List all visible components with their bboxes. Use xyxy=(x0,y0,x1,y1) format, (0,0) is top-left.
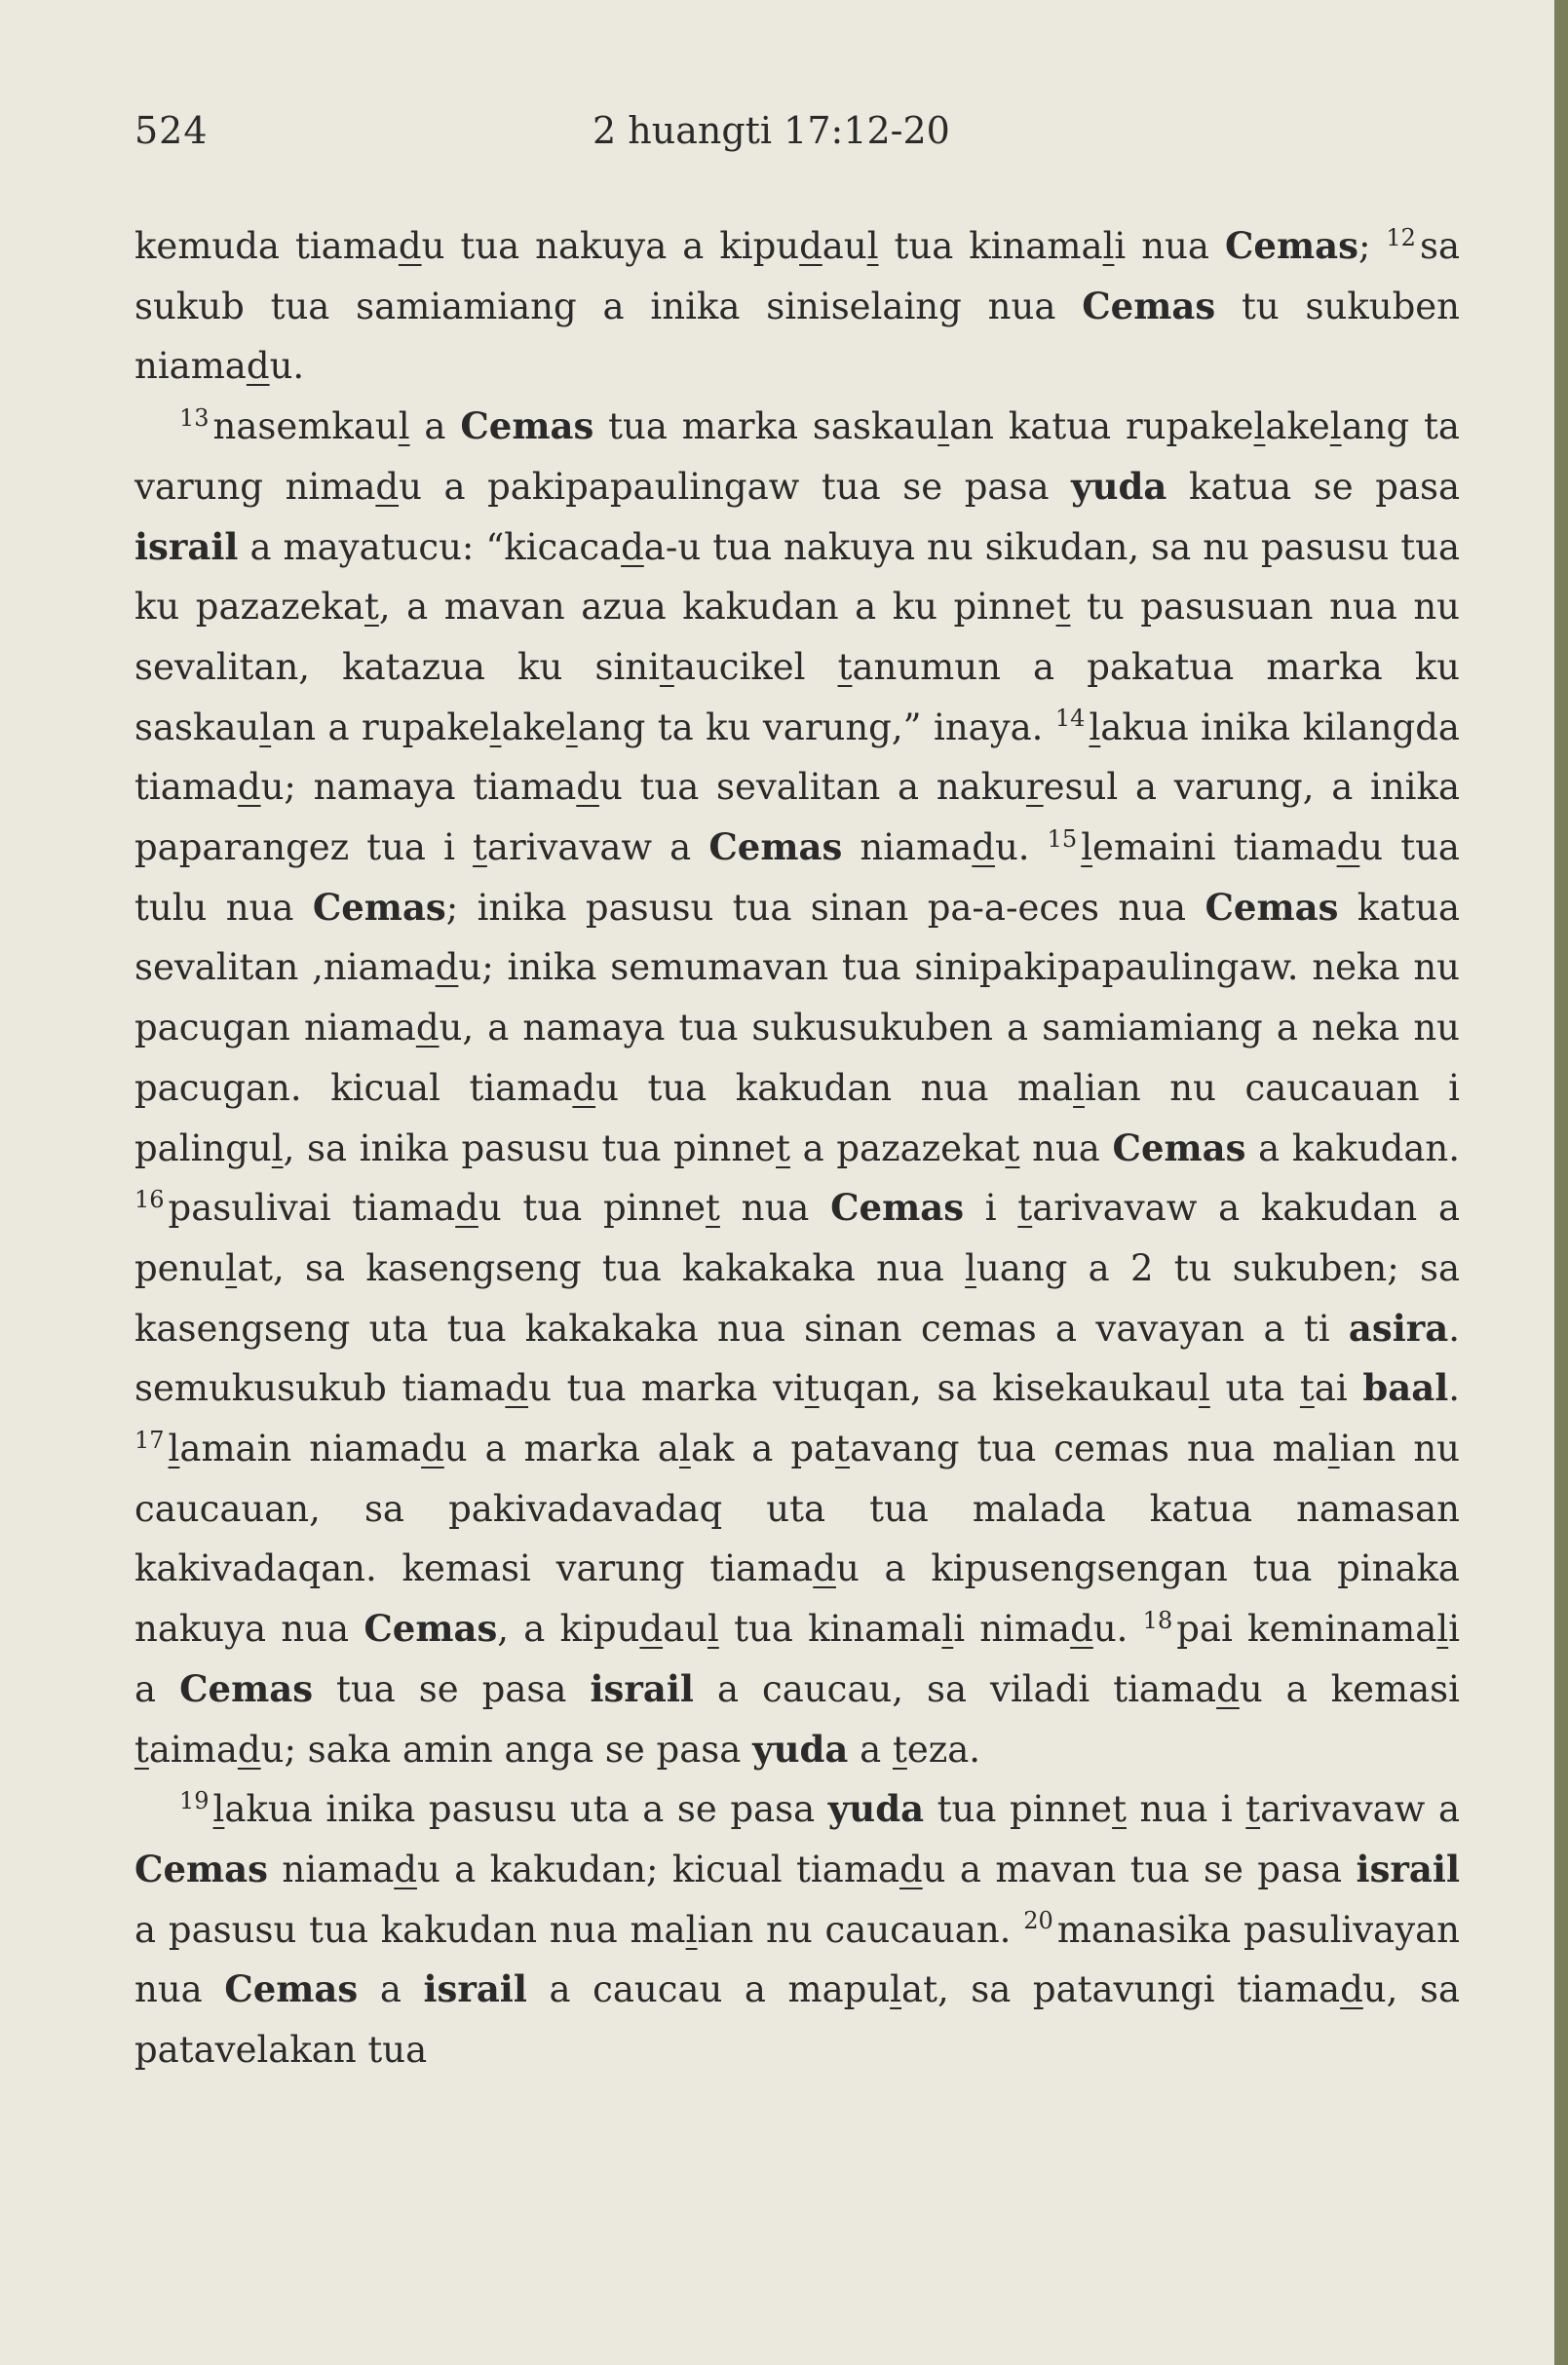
text-run: arivavaw a kakudan a penu xyxy=(134,1187,1460,1289)
text-run: ; xyxy=(1358,225,1387,267)
text-run: u tua sevalitan a naku xyxy=(598,766,1026,809)
text-run: pasulivai tiama xyxy=(168,1187,456,1230)
text-run: a mayatucu: “kicaca xyxy=(238,525,622,568)
verse-number: 17 xyxy=(134,1426,165,1454)
underlined-letter: t xyxy=(835,1428,850,1470)
underlined-letter: d xyxy=(246,345,270,388)
text-run: u a mavan tua se pasa xyxy=(922,1848,1357,1890)
text-run: u a kipusengsengan tua pinaka nakuya nua xyxy=(134,1547,1460,1651)
underlined-letter: t xyxy=(1005,1126,1020,1169)
text-run: an a rupake xyxy=(271,706,490,748)
text-run: , a kipu xyxy=(497,1608,640,1651)
underlined-letter: d xyxy=(576,766,599,809)
text-run: u. xyxy=(994,826,1048,869)
text-run: u, sa patavelakan tua xyxy=(134,1968,1460,2072)
underlined-letter: d xyxy=(435,946,459,989)
text-run: u tua marka vi xyxy=(528,1367,805,1410)
underlined-letter: l xyxy=(1198,1367,1210,1410)
text-run: tua marka saskau xyxy=(593,405,938,448)
text-run: uang a 2 tu sukuben; sa kasengseng uta tua kakakaka nua sinan cemas a vavayan a ti xyxy=(134,1246,1461,1350)
underlined-letter: l xyxy=(1081,826,1093,869)
bold-term: Cemas xyxy=(1112,1125,1246,1169)
text-run: aucikel xyxy=(673,645,838,688)
underlined-letter: l xyxy=(1329,405,1342,448)
text-run: emaini tiama xyxy=(1092,826,1337,869)
underlined-letter: t xyxy=(706,1187,720,1230)
underlined-letter: d xyxy=(375,465,400,508)
underlined-letter: d xyxy=(505,1367,529,1410)
paragraph xyxy=(134,216,1460,397)
text-run: a-u tua nakuya nu sikudan, sa nu pasusu tua ku pazazeka xyxy=(134,525,1460,629)
underlined-letter: t xyxy=(1245,1788,1261,1831)
text-run: ake xyxy=(501,706,566,748)
text-run: eza. xyxy=(906,1728,981,1771)
text-run: i xyxy=(964,1187,1018,1230)
underlined-letter: l xyxy=(489,706,502,748)
text-run: nua xyxy=(719,1187,831,1230)
text-run: u. xyxy=(1092,1608,1143,1651)
text-run: a xyxy=(358,1968,424,2011)
text-run: ang ta varung nima xyxy=(134,405,1460,508)
underlined-letter: l xyxy=(259,706,272,748)
underlined-letter: d xyxy=(799,225,822,267)
underlined-letter: l xyxy=(1327,1428,1340,1470)
text-run: u; saka amin anga se pasa xyxy=(260,1728,753,1771)
bold-term: Cemas xyxy=(708,825,843,869)
text-run: niama xyxy=(267,1848,395,1890)
verse-number: 16 xyxy=(134,1185,165,1213)
text-run: katua se pasa xyxy=(1166,465,1461,508)
underlined-letter: d xyxy=(972,826,995,869)
bold-term: Cemas xyxy=(1082,284,1216,327)
underlined-letter: t xyxy=(659,645,674,688)
text-run: u; inika semumavan tua sinipakipapaulingaw. neka nu pacugan niama xyxy=(134,946,1460,1049)
text-run: a caucau a mapu xyxy=(526,1968,891,2011)
text-run: i nua xyxy=(1114,225,1225,267)
underlined-letter: d xyxy=(1336,826,1360,869)
text-run: u; namaya tiama xyxy=(260,766,577,809)
text-run: kemuda tiama xyxy=(134,225,399,267)
text-run: a kakudan. xyxy=(1245,1126,1460,1169)
underlined-letter: d xyxy=(398,225,422,267)
underlined-letter: d xyxy=(1340,1968,1363,2011)
underlined-letter: l xyxy=(965,1246,976,1289)
text-run: an katua rupake xyxy=(949,405,1254,448)
underlined-letter: l xyxy=(271,1126,284,1169)
verse-number: 19 xyxy=(179,1786,210,1814)
underlined-letter: l xyxy=(565,706,578,748)
text-run: uqan, sa kisekaukau xyxy=(819,1367,1199,1410)
text-run: arivavaw a xyxy=(1260,1788,1461,1831)
book-reference: 2 huangti 17:12-20 xyxy=(593,109,950,152)
underlined-letter: d xyxy=(237,1728,261,1771)
bold-term: Cemas xyxy=(312,885,446,929)
text-run: a xyxy=(409,405,461,448)
underlined-letter: d xyxy=(415,1007,440,1049)
underlined-letter: d xyxy=(237,766,261,809)
text-run: tu sukuben niama xyxy=(134,285,1461,388)
underlined-letter: d xyxy=(455,1187,478,1230)
underlined-letter: t xyxy=(363,586,379,629)
underlined-letter: l xyxy=(225,1246,238,1289)
bold-term: Cemas xyxy=(1205,885,1339,929)
text-run: ake xyxy=(1265,405,1330,448)
text-run: akua inika pasusu uta a se pasa xyxy=(224,1788,828,1831)
text-run: . xyxy=(1448,1367,1461,1410)
text-run: tu pasusuan nua nu sevalitan, katazua ku sini xyxy=(134,586,1460,688)
underlined-letter: t xyxy=(1299,1367,1315,1410)
text-run: ian nu caucauan, sa pakivadavadaq uta tua malada katua namasan kakivadaqan. kemasi varung tiama xyxy=(134,1428,1461,1590)
bold-term: Cemas xyxy=(830,1186,965,1230)
verse-number: 12 xyxy=(1386,223,1416,251)
underlined-letter: l xyxy=(866,225,879,267)
underlined-letter: l xyxy=(398,405,410,448)
text-run: . semukusukub tiama xyxy=(134,1307,1460,1410)
underlined-letter: t xyxy=(1055,586,1071,629)
underlined-letter: l xyxy=(1073,1066,1085,1109)
text-run: pai keminama xyxy=(1176,1608,1437,1651)
text-run: tua kinama xyxy=(878,225,1103,267)
underlined-letter: l xyxy=(707,1608,719,1651)
verse-number: 18 xyxy=(1142,1606,1173,1634)
underlined-letter: d xyxy=(394,1848,417,1890)
text-run: ai xyxy=(1314,1367,1363,1410)
text-run: at, sa kasengseng tua kakakaka nua xyxy=(237,1246,966,1289)
underlined-letter: t xyxy=(1017,1187,1033,1230)
underlined-letter: d xyxy=(621,525,644,568)
text-run: at, sa patavungi tiama xyxy=(901,1968,1341,2011)
underlined-letter: l xyxy=(937,405,950,448)
underlined-letter: l xyxy=(212,1788,225,1831)
text-run: , a mavan azua kakudan a ku pinne xyxy=(378,586,1056,629)
underlined-letter: t xyxy=(837,645,853,688)
page-number: 524 xyxy=(134,109,209,152)
underlined-letter: d xyxy=(1070,1608,1093,1651)
underlined-letter: t xyxy=(804,1367,820,1410)
bold-term: Cemas xyxy=(179,1666,314,1710)
text-run: a caucau, sa viladi tiama xyxy=(693,1667,1217,1710)
text-run: nua i xyxy=(1126,1788,1246,1831)
text-run: u tua tulu nua xyxy=(134,826,1460,929)
bold-term: israil xyxy=(423,1967,527,2011)
text-run: u a kemasi xyxy=(1239,1667,1460,1710)
text-run: , sa inika pasusu tua pinne xyxy=(283,1126,777,1169)
bold-term: israil xyxy=(1356,1847,1460,1890)
text-run: a pasusu tua kakudan nua ma xyxy=(134,1908,686,1951)
verse-number: 20 xyxy=(1023,1907,1053,1935)
text-run: amain niama xyxy=(179,1428,422,1470)
text-run: aima xyxy=(148,1728,238,1771)
verse-number: 15 xyxy=(1047,824,1078,853)
bold-term: asira xyxy=(1348,1306,1449,1350)
underlined-letter: l xyxy=(1253,405,1266,448)
underlined-letter: d xyxy=(813,1547,836,1590)
text-run: au xyxy=(663,1608,708,1651)
text-run: arivavaw a xyxy=(486,826,709,869)
text-run: ian nu caucauan. xyxy=(697,1908,1024,1951)
underlined-letter: l xyxy=(1436,1608,1449,1651)
underlined-letter: l xyxy=(890,1968,902,2011)
underlined-letter: d xyxy=(1216,1667,1240,1710)
bold-term: yuda xyxy=(1071,464,1167,508)
text-run: avang tua cemas nua ma xyxy=(849,1428,1328,1470)
underlined-letter: l xyxy=(941,1608,954,1651)
text-run: niama xyxy=(842,826,973,869)
text-run: u tua nakuya a kipu xyxy=(421,225,800,267)
bold-term: Cemas xyxy=(224,1967,359,2011)
underlined-letter: r xyxy=(1025,766,1044,809)
text-run: esul a varung, a inika paparangez tua i xyxy=(134,766,1460,869)
underlined-letter: t xyxy=(473,826,487,869)
underlined-letter: d xyxy=(572,1066,596,1109)
underlined-letter: t xyxy=(892,1728,907,1771)
text-run: i nima xyxy=(953,1608,1071,1651)
bold-term: israil xyxy=(590,1666,694,1710)
text-run: u a marka a xyxy=(443,1428,679,1470)
paragraph xyxy=(134,397,1460,1779)
text-run: ang ta ku varung,” inaya. xyxy=(577,706,1055,748)
bold-term: Cemas xyxy=(1224,224,1358,267)
text-run: tua kinama xyxy=(718,1608,942,1651)
text-run: a pazazeka xyxy=(789,1126,1006,1169)
bold-term: Cemas xyxy=(460,404,594,448)
underlined-letter: t xyxy=(1112,1788,1127,1831)
text-run: u. xyxy=(269,345,305,388)
underlined-letter: d xyxy=(639,1608,664,1651)
bold-term: yuda xyxy=(827,1787,925,1831)
text-run: ; inika pasusu tua sinan pa-a-eces nua xyxy=(445,886,1205,929)
underlined-letter: t xyxy=(776,1126,790,1169)
bold-term: Cemas xyxy=(363,1607,498,1651)
text-run: u a pakipapaulingaw tua se pasa xyxy=(399,465,1072,508)
text-run: au xyxy=(822,225,867,267)
verse-number: 13 xyxy=(179,403,210,432)
text-run: tua se pasa xyxy=(313,1667,591,1710)
underlined-letter: l xyxy=(1089,706,1101,748)
text-run: akua inika kilangda tiama xyxy=(134,706,1460,809)
text-run: ak a pa xyxy=(690,1428,836,1470)
underlined-letter: l xyxy=(679,1428,691,1470)
text-run: u tua pinne xyxy=(478,1187,707,1230)
text-run: manasika pasulivayan nua xyxy=(134,1908,1460,2011)
verse-number: 14 xyxy=(1054,705,1086,733)
paragraph xyxy=(134,1779,1460,2080)
text-run: uta xyxy=(1209,1367,1300,1410)
text-run: nua xyxy=(1019,1126,1113,1169)
text-run: u, a namaya tua sukusukuben a samiamiang a neka nu pacugan. kicual tiama xyxy=(134,1007,1460,1109)
text-run: anumun a pakatua marka ku saskau xyxy=(134,645,1461,748)
text-run: ian nu caucauan i palingu xyxy=(134,1066,1460,1169)
underlined-letter: l xyxy=(1102,225,1115,267)
body-text xyxy=(134,216,1460,2080)
text-run: katua sevalitan ,niama xyxy=(134,886,1461,989)
underlined-letter: l xyxy=(685,1908,698,1951)
text-run: u tua kakudan nua ma xyxy=(595,1066,1074,1109)
text-run: i a xyxy=(134,1608,1461,1710)
text-run: a xyxy=(848,1728,893,1771)
page-edge xyxy=(1554,0,1568,2365)
text-run: u a kakudan; kicual tiama xyxy=(416,1848,899,1890)
bold-term: Cemas xyxy=(134,1847,268,1890)
underlined-letter: t xyxy=(134,1728,149,1771)
underlined-letter: l xyxy=(168,1428,180,1470)
text-run: sa sukub tua samiamiang a inika siniselaing nua xyxy=(134,225,1460,327)
bold-term: yuda xyxy=(752,1727,849,1771)
underlined-letter: d xyxy=(421,1428,444,1470)
underlined-letter: d xyxy=(899,1848,923,1890)
text-run: nasemkau xyxy=(212,405,399,448)
running-head xyxy=(134,109,1460,168)
bold-term: israil xyxy=(134,524,239,568)
bold-term: baal xyxy=(1362,1366,1449,1410)
text-run: tua pinne xyxy=(924,1788,1113,1831)
